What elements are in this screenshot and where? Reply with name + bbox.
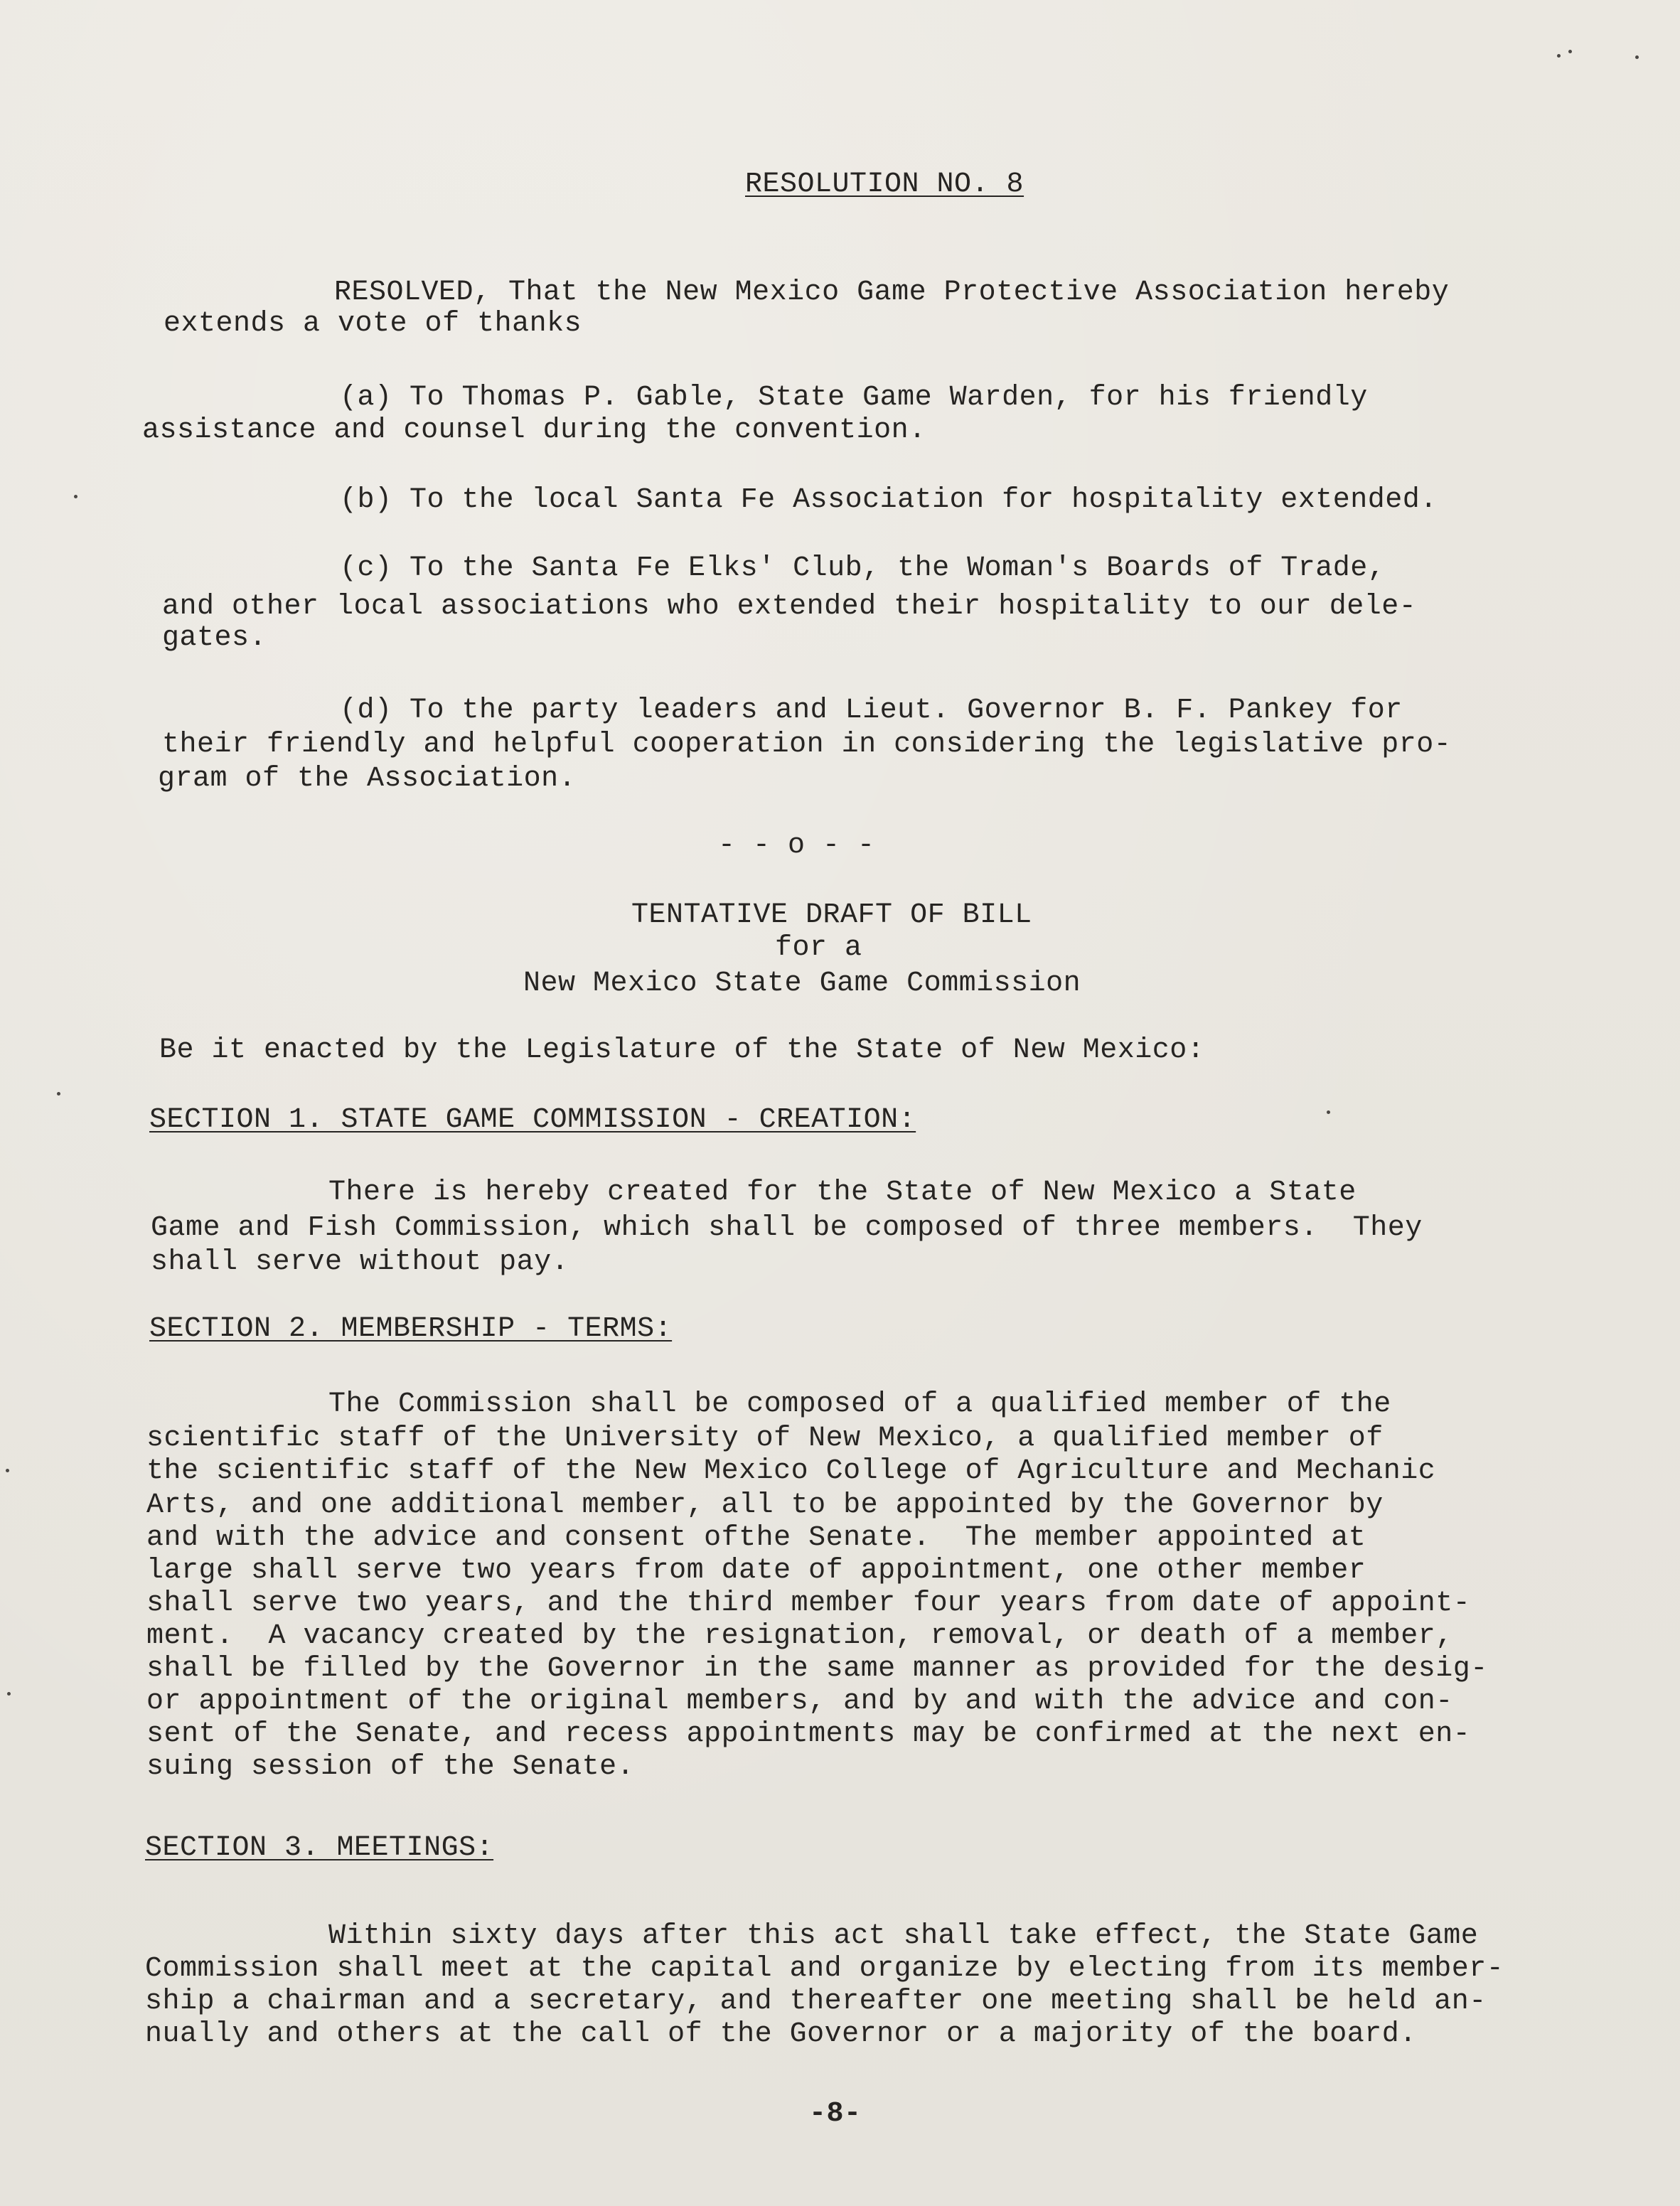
bill-title-line-1: TENTATIVE DRAFT OF BILL: [631, 899, 1032, 931]
section-2-line-9: shall be filled by the Governor in the same manner as provided for the desig-: [146, 1653, 1488, 1685]
item-d-line-1: (d) To the party leaders and Lieut. Governor B. F. Pankey for: [340, 695, 1403, 727]
section-2-line-10: or appointment of the original members, and by and with the advice and con-: [146, 1686, 1453, 1718]
scan-speck: [7, 1692, 11, 1696]
bill-title-line-3: New Mexico State Game Commission: [523, 968, 1081, 1000]
scan-speck: [1557, 54, 1561, 58]
bill-title-line-2: for a: [775, 932, 862, 964]
enacting-clause: Be it enacted by the Legislature of the State of New Mexico:: [159, 1034, 1205, 1066]
item-a-line-1: (a) To Thomas P. Gable, State Game Warden, for his friendly: [340, 382, 1368, 414]
section-2-line-2: scientific staff of the University of New Mexico, a qualified member of: [146, 1423, 1384, 1455]
section-2-line-5: and with the advice and consent ofthe Senate. The member appointed at: [146, 1522, 1366, 1554]
page-number: -8-: [809, 2098, 862, 2130]
item-b-line-1: (b) To the local Santa Fe Association for hospitality extended.: [340, 484, 1438, 516]
item-c-line-1: (c) To the Santa Fe Elks' Club, the Woman's Boards of Trade,: [340, 552, 1386, 584]
item-d-line-2: their friendly and helpful cooperation in considering the legislative pro-: [162, 729, 1452, 761]
item-a-line-2: assistance and counsel during the convention.: [142, 414, 926, 446]
section-2-heading: SECTION 2. MEMBERSHIP - TERMS:: [149, 1313, 673, 1345]
section-2-line-12: suing session of the Senate.: [146, 1751, 635, 1783]
scan-speck: [1635, 55, 1639, 59]
section-1-line-1: There is hereby created for the State of New Mexico a State: [328, 1177, 1357, 1209]
resolved-line-1: RESOLVED, That the New Mexico Game Protective Association hereby: [334, 277, 1450, 309]
section-2-line-11: sent of the Senate, and recess appointments may be confirmed at the next en-: [146, 1718, 1471, 1750]
scan-speck: [57, 1092, 60, 1096]
section-2-line-4: Arts, and one additional member, all to be appointed by the Governor by: [146, 1489, 1384, 1521]
section-2-line-6: large shall serve two years from date of appointment, one other member: [146, 1555, 1366, 1587]
section-2-line-3: the scientific staff of the New Mexico College of Agriculture and Mechanic: [146, 1455, 1436, 1487]
item-c-line-3: gates.: [162, 622, 267, 654]
scan-speck: [1568, 50, 1572, 53]
section-3-heading: SECTION 3. MEETINGS:: [145, 1832, 494, 1864]
resolved-line-2: extends a vote of thanks: [164, 308, 582, 340]
section-1-heading: SECTION 1. STATE GAME COMMISSION - CREATION:: [149, 1104, 916, 1136]
section-2-line-7: shall serve two years, and the third member four years from date of appoint-: [146, 1587, 1471, 1619]
scan-speck: [1327, 1110, 1330, 1114]
section-2-line-8: ment. A vacancy created by the resignation, removal, or death of a member,: [146, 1620, 1453, 1652]
scan-speck: [74, 495, 77, 498]
scan-speck: [6, 1469, 9, 1472]
section-3-line-3: ship a chairman and a secretary, and thereafter one meeting shall be held an-: [145, 1986, 1487, 2018]
section-3-line-4: nually and others at the call of the Governor or a majority of the board.: [145, 2018, 1417, 2050]
item-d-line-3: gram of the Association.: [158, 763, 577, 795]
section-3-line-1: Within sixty days after this act shall take effect, the State Game: [328, 1920, 1479, 1952]
section-3-line-2: Commission shall meet at the capital and organize by electing from its member-: [145, 1953, 1504, 1985]
section-1-line-2: Game and Fish Commission, which shall be composed of three members. They: [151, 1212, 1423, 1244]
item-c-line-2: and other local associations who extended their hospitality to our dele-: [162, 591, 1417, 623]
section-separator: - - o - -: [718, 830, 875, 862]
section-1-line-3: shall serve without pay.: [151, 1246, 569, 1278]
resolution-title: RESOLUTION NO. 8: [745, 168, 1024, 200]
section-2-line-1: The Commission shall be composed of a qualified member of the: [328, 1388, 1391, 1420]
